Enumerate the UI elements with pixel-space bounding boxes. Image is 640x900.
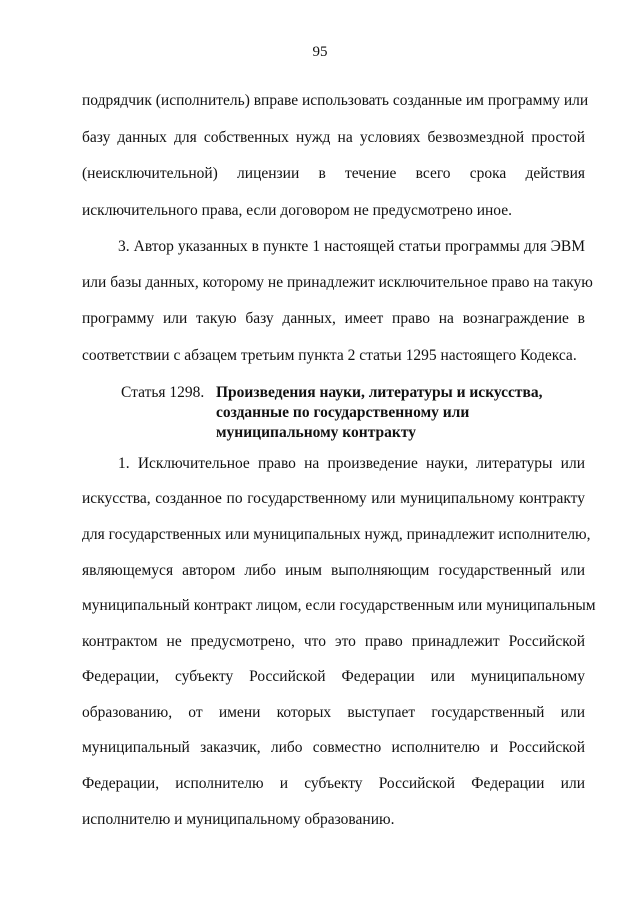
article-title-line: муниципальному контракту xyxy=(216,424,416,441)
text-line: соответствии с абзацем третьим пункта 2 статьи 1295 настоящего Кодекса. xyxy=(82,347,577,364)
text-line: (неисключительной) лицензии в течение всего срока действия xyxy=(82,165,585,182)
text-line: или базы данных, которому не принадлежит исключительное право на такую xyxy=(82,274,593,291)
text-line: для государственных или муниципальных нужд, принадлежит исполнителю, xyxy=(82,526,591,543)
text-line: образованию, от имени которых выступает государственный или xyxy=(82,704,585,721)
text-line: программу или такую базу данных, имеет право на вознаграждение в xyxy=(82,310,585,327)
text-line: 1. Исключительное право на произведение науки, литературы или xyxy=(118,455,585,472)
text-line: муниципальный заказчик, либо совместно исполнителю и Российской xyxy=(82,739,585,756)
text-line: контрактом не предусмотрено, что это право принадлежит Российской xyxy=(82,633,585,650)
text-line: исключительного права, если договором не предусмотрено иное. xyxy=(82,202,512,219)
article-title-line: Произведения науки, литературы и искусства, xyxy=(216,384,543,401)
page-number: 95 xyxy=(312,44,328,60)
text-line: муниципальный контракт лицом, если государственным или муниципальным xyxy=(82,597,596,614)
text-line: Федерации, субъекту Российской Федерации или муниципальному xyxy=(82,668,585,685)
text-line: Федерации, исполнителю и субъекту Российской Федерации или xyxy=(82,775,585,792)
text-line: 3. Автор указанных в пункте 1 настоящей статьи программы для ЭВМ xyxy=(118,238,585,255)
text-line: базу данных для собственных нужд на условиях безвозмездной простой xyxy=(82,129,585,146)
text-line: исполнителю и муниципальному образованию. xyxy=(82,811,395,828)
text-line: являющемуся автором либо иным выполняющим государственный или xyxy=(82,562,585,579)
text-line: искусства, созданное по государственному или муниципальному контракту xyxy=(82,490,585,507)
article-title-line: созданные по государственному или xyxy=(216,404,470,421)
article-label: Статья 1298. xyxy=(121,384,205,401)
article-title xyxy=(216,383,546,443)
text-line: подрядчик (исполнитель) вправе использовать созданные им программу или xyxy=(82,92,589,109)
